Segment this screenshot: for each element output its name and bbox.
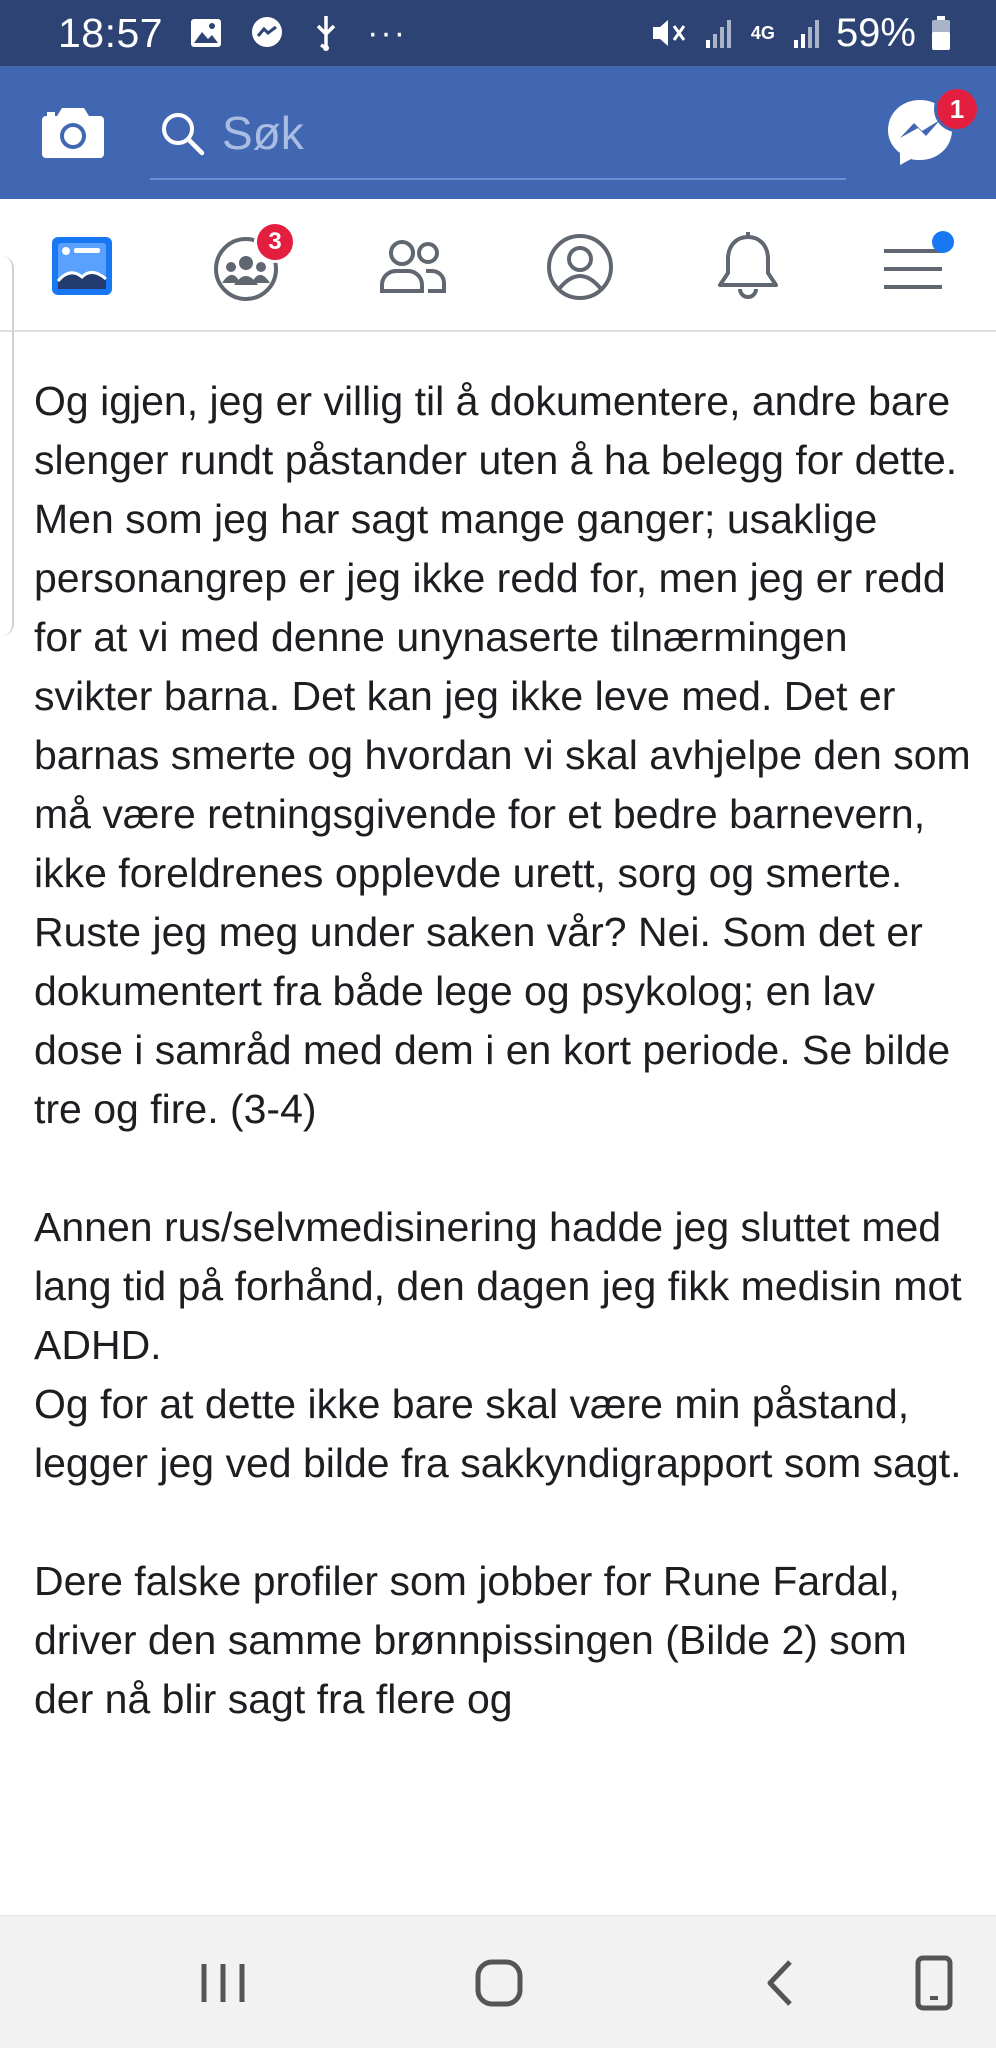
signal-icon xyxy=(792,16,822,50)
battery-level: 59% xyxy=(835,10,916,55)
tab-news-feed[interactable] xyxy=(44,229,120,305)
tab-notifications[interactable] xyxy=(710,229,786,305)
network-type: 4G xyxy=(750,23,775,43)
tab-groups[interactable] xyxy=(210,229,286,305)
usb-icon xyxy=(311,14,341,52)
messenger-notif-icon xyxy=(249,15,285,51)
tab-profile[interactable] xyxy=(542,229,618,305)
app-header xyxy=(0,66,996,199)
home-button[interactable] xyxy=(466,1950,532,2016)
rotate-phone-icon xyxy=(902,1950,968,2016)
recent-apps-icon xyxy=(190,1950,256,2016)
post-paragraph: Annen rus/selvmedisinering hadde jeg sluttet med lang tid på forhånd, den dagen jeg fikk medisin mot ADHD. Og for at dette ikke bare skal være min påstand, legger jeg ved bilde fra sakkyndigrapport som sagt. xyxy=(34,1204,962,1486)
image-icon xyxy=(189,16,223,50)
battery-icon xyxy=(930,15,952,51)
tab-menu[interactable] xyxy=(876,229,952,305)
status-time: 18:57 xyxy=(58,9,164,56)
more-icon: ··· xyxy=(367,13,408,52)
post-paragraph: Dere falske profiler som jobber for Rune Fardal, driver den samme brønnpissingen (Bilde 2) som der nå blir sagt fra flere og xyxy=(34,1558,907,1722)
back-button[interactable] xyxy=(748,1950,814,2016)
back-icon xyxy=(748,1950,814,2016)
groups-badge: 3 xyxy=(254,221,296,263)
tab-bar xyxy=(0,199,996,332)
search-bar[interactable] xyxy=(150,88,846,180)
mute-icon xyxy=(650,15,690,51)
menu-notification-dot xyxy=(932,231,954,253)
home-icon xyxy=(466,1950,532,2016)
search-icon xyxy=(158,109,206,157)
camera-button[interactable] xyxy=(40,102,106,162)
messenger-button[interactable] xyxy=(884,93,965,176)
friends-icon xyxy=(376,229,452,305)
post-text xyxy=(34,372,974,1912)
post-paragraph: Og igjen, jeg er villig til å dokumentere, andre bare slenger rundt påstander uten å ha belegg for dette. Men som jeg har sagt mange ganger; usaklige personangrep er jeg ikke redd for, men jeg er redd for at vi med denne unynaserte tilnærmingen svikter barna. Det kan jeg ikke leve med. Det er barnas smerte og hvordan vi skal avhjelpe den som må være retningsgivende for et bedre barnevern, ikke foreldrenes opplevde urett, sorg og smerte. Ruste jeg meg under saken vår? Nei. Som det er dokumentert fra både lege og psykolog; en lav dose i samråd med dem i en kort periode. Se bilde tre og fire. (3-4) xyxy=(34,378,971,1132)
profile-icon xyxy=(542,229,618,305)
edge-handle xyxy=(0,256,14,636)
recent-apps-button[interactable] xyxy=(190,1950,256,2016)
status-bar xyxy=(0,0,996,66)
bell-icon xyxy=(710,229,786,305)
messenger-badge: 1 xyxy=(934,86,980,132)
tab-friends[interactable] xyxy=(376,229,452,305)
signal-icon xyxy=(704,16,734,50)
search-input[interactable] xyxy=(222,106,822,160)
rotate-button[interactable] xyxy=(902,1950,968,2016)
camera-icon xyxy=(40,102,106,162)
news-feed-icon xyxy=(44,229,120,305)
system-nav-bar xyxy=(0,1915,996,2048)
